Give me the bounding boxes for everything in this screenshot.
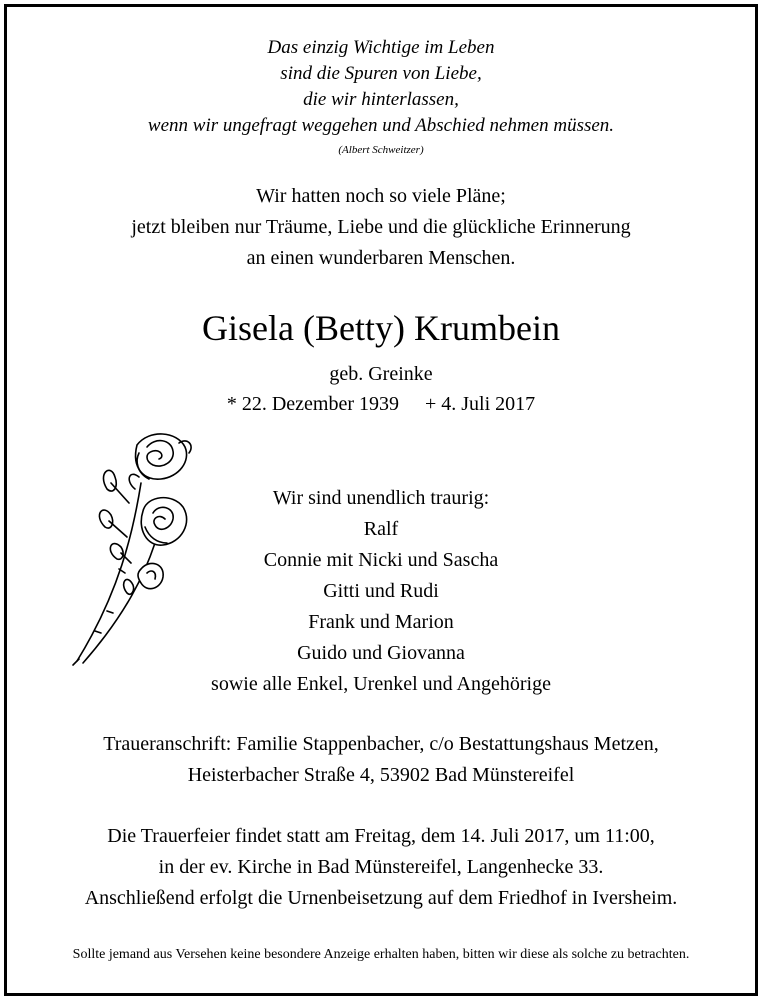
ceremony-line: in der ev. Kirche in Bad Münstereifel, Langenhecke 33.: [158, 856, 604, 878]
ceremony-line: Die Trauerfeier findet statt am Freitag, dem 14. Juli 2017, um 11:00,: [107, 825, 655, 847]
intro-line: jetzt bleiben nur Träume, Liebe und die glückliche Erinnerung: [131, 216, 631, 238]
death-date: + 4. Juli 2017: [424, 393, 536, 415]
mourners-heading: Wir sind unendlich traurig:: [272, 487, 490, 509]
deceased-name: Gisela (Betty) Krumbein: [202, 308, 560, 348]
quote-line: Das einzig Wichtige im Leben: [267, 37, 495, 58]
quote-line: die wir hinterlassen,: [303, 89, 459, 110]
mourner-name: Guido und Giovanna: [297, 642, 465, 664]
intro-line: an einen wunderbaren Menschen.: [246, 247, 516, 269]
address-line: Heisterbacher Straße 4, 53902 Bad Münstereifel: [187, 764, 575, 786]
maiden-name: geb. Greinke: [329, 363, 433, 385]
mourner-name: Gitti und Rudi: [323, 580, 439, 602]
ceremony-line: Anschließend erfolgt die Urnenbeisetzung auf dem Friedhof in Iversheim.: [84, 887, 678, 909]
mourner-name: Frank und Marion: [308, 611, 454, 633]
obituary-notice: [4, 4, 758, 996]
quote-author: (Albert Schweitzer): [338, 144, 424, 156]
mourner-name: Ralf: [363, 518, 399, 540]
intro-line: Wir hatten noch so viele Pläne;: [256, 185, 506, 207]
mourner-name: Connie mit Nicki und Sascha: [263, 549, 499, 571]
birth-date: * 22. Dezember 1939: [226, 393, 399, 415]
life-dates: [7, 393, 755, 416]
footer-note: Sollte jemand aus Versehen keine besondere Anzeige erhalten haben, bitten wir diese als solche zu betrachten.: [72, 947, 690, 962]
quote-line: sind die Spuren von Liebe,: [280, 63, 482, 84]
mourner-name: sowie alle Enkel, Urenkel und Angehörige: [211, 673, 551, 695]
quote-line: wenn wir ungefragt weggehen und Abschied nehmen müssen.: [147, 115, 615, 136]
address-line: Traueranschrift: Familie Stappenbacher, c/o Bestattungshaus Metzen,: [103, 733, 659, 755]
